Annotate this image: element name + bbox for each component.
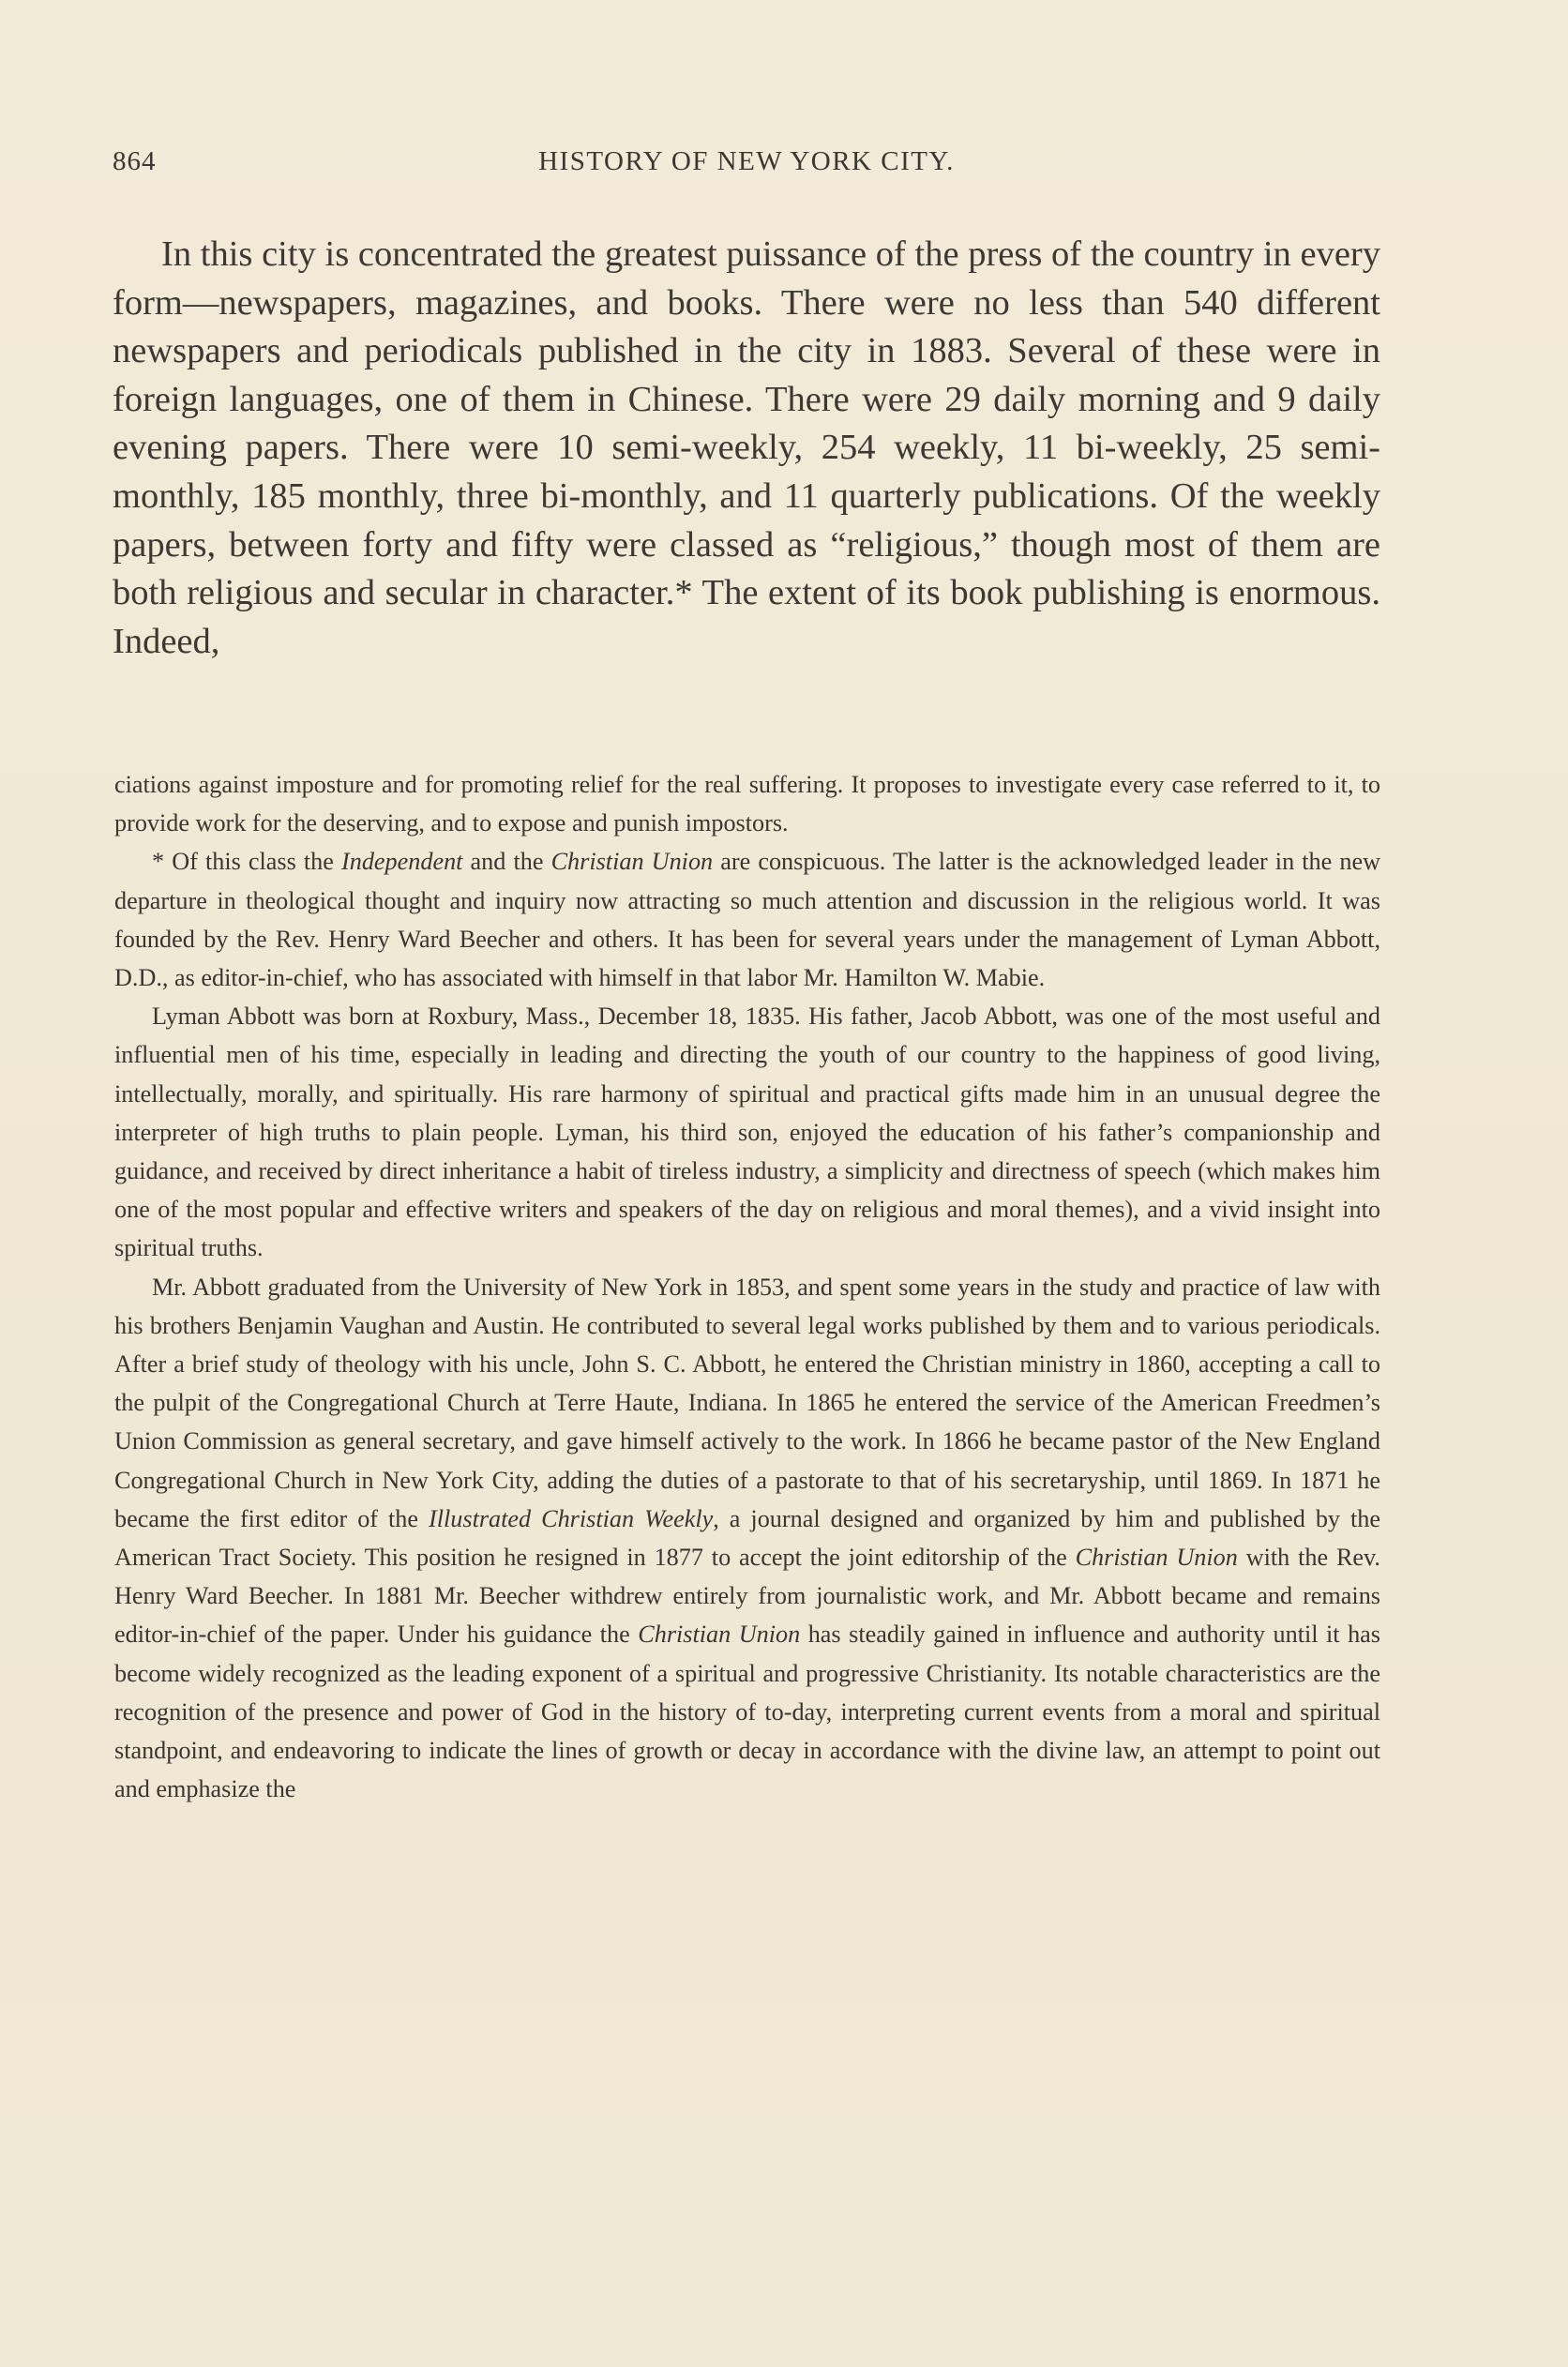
footnotes [114, 765, 1380, 1808]
running-head [113, 146, 1380, 184]
footnote-abbott-career [114, 1268, 1380, 1809]
page-number: 864 [113, 146, 157, 176]
footnote-star-title-christian-union: Christian Union [550, 848, 714, 876]
career-title-christian-union-2: Christian Union [638, 1621, 801, 1649]
career-title-christian-union-1: Christian Union [1075, 1544, 1238, 1572]
running-title: HISTORY OF NEW YORK CITY. [538, 146, 955, 176]
footnote-star-text-3: are conspicuous. The latter is the acknowledged leader in the new departure in theological thought and inquiry now attracting so much attention and discussion in the religious world. It was founded by the Rev. Henry Ward Beecher and others. It has been for several years under the management of Lyman Abbott, D.D., as editor-in-chief, who has associated with himself in that labor Mr. Hamilton W. Mabie. [114, 848, 1381, 992]
career-text-2: , a journal designed and organized by him and published by the American Tract Society. This position he resigned in 1877 to accept the joint editorship of the [114, 1504, 1380, 1572]
footnote-continuation: ciations against imposture and for promoting relief for the real suffering. It proposes to investigate every case referred to it, to provide work for the deserving, and to expose and punish impostors. [114, 771, 1380, 837]
career-title-illustrated-weekly: Illustrated Christian Weekly [429, 1504, 714, 1532]
footnote-star-text-1: * Of this class the [152, 848, 342, 876]
footnote-star [114, 842, 1380, 997]
career-text-1: Mr. Abbott graduated from the University of New York in 1853, and spent some years in the study and practice of law with his brothers Benjamin Vaughan and Austin. He contributed to several legal works published by them and to various periodicals. After a brief study of theology with his uncle, John S. C. Abbott, he entered the Christian ministry in 1860, accepting a call to the pulpit of the Congregational Church at Terre Haute, Indiana. In 1865 he entered the service of the American Freedmen’s Union Commission as general secretary, and gave himself actively to the work. In 1866 he became pastor of the New England Congregational Church in New York City, adding the duties of a pastorate to that of his secretaryship, until 1869. In 1871 he became the first editor of the [114, 1273, 1380, 1532]
main-paragraph: In this city is concentrated the greatest puissance of the press of the country in every form—newspapers, magazines, and books. There were no less than 540 different newspapers and periodicals published in the city in 1883. Several of these were in foreign languages, one of them in Chinese. There were 29 daily morning and 9 daily evening papers. There were 10 semi-weekly, 254 weekly, 11 bi-weekly, 25 semi-monthly, 185 monthly, three bi-monthly, and 11 quarterly publications. Of the weekly papers, between forty and fifty were classed as “religious,” though most of them are both religious and secular in character.* The extent of its book publishing is enormous. Indeed, [113, 234, 1380, 661]
career-text-3: with the Rev. Henry Ward Beecher. In 1881 Mr. Beecher withdrew entirely from journalistic work, and Mr. Abbott became and remains editor-in-chief of the paper. Under his guidance the [114, 1544, 1380, 1649]
footnote-abbott-bio: Lyman Abbott was born at Roxbury, Mass., December 18, 1835. His father, Jacob Abbott, was one of the most useful and influential men of his time, especially in leading and directing the youth of our country to the happiness of good living, intellectually, morally, and spiritually. His rare harmony of spiritual and practical gifts made him in an unusual degree the interpreter of high truths to plain people. Lyman, his third son, enjoyed the education of his father’s companionship and guidance, and received by direct inheritance a habit of tireless industry, a simplicity and directness of speech (which makes him one of the most popular and effective writers and speakers of the day on religious and moral themes), and a vivid insight into spiritual truths. [114, 1003, 1380, 1262]
career-text-4: has steadily gained in influence and authority until it has become widely recognized as the leading exponent of a spiritual and progressive Christianity. Its notable characteristics are the recognition of the presence and power of God in the history of to-day, interpreting current events from a moral and spiritual standpoint, and endeavoring to indicate the lines of growth or decay in accordance with the divine law, an attempt to point out and emphasize the [114, 1621, 1380, 1803]
footnote-star-text-2: and the [462, 848, 551, 876]
footnote-star-title-independent: Independent [341, 848, 463, 876]
